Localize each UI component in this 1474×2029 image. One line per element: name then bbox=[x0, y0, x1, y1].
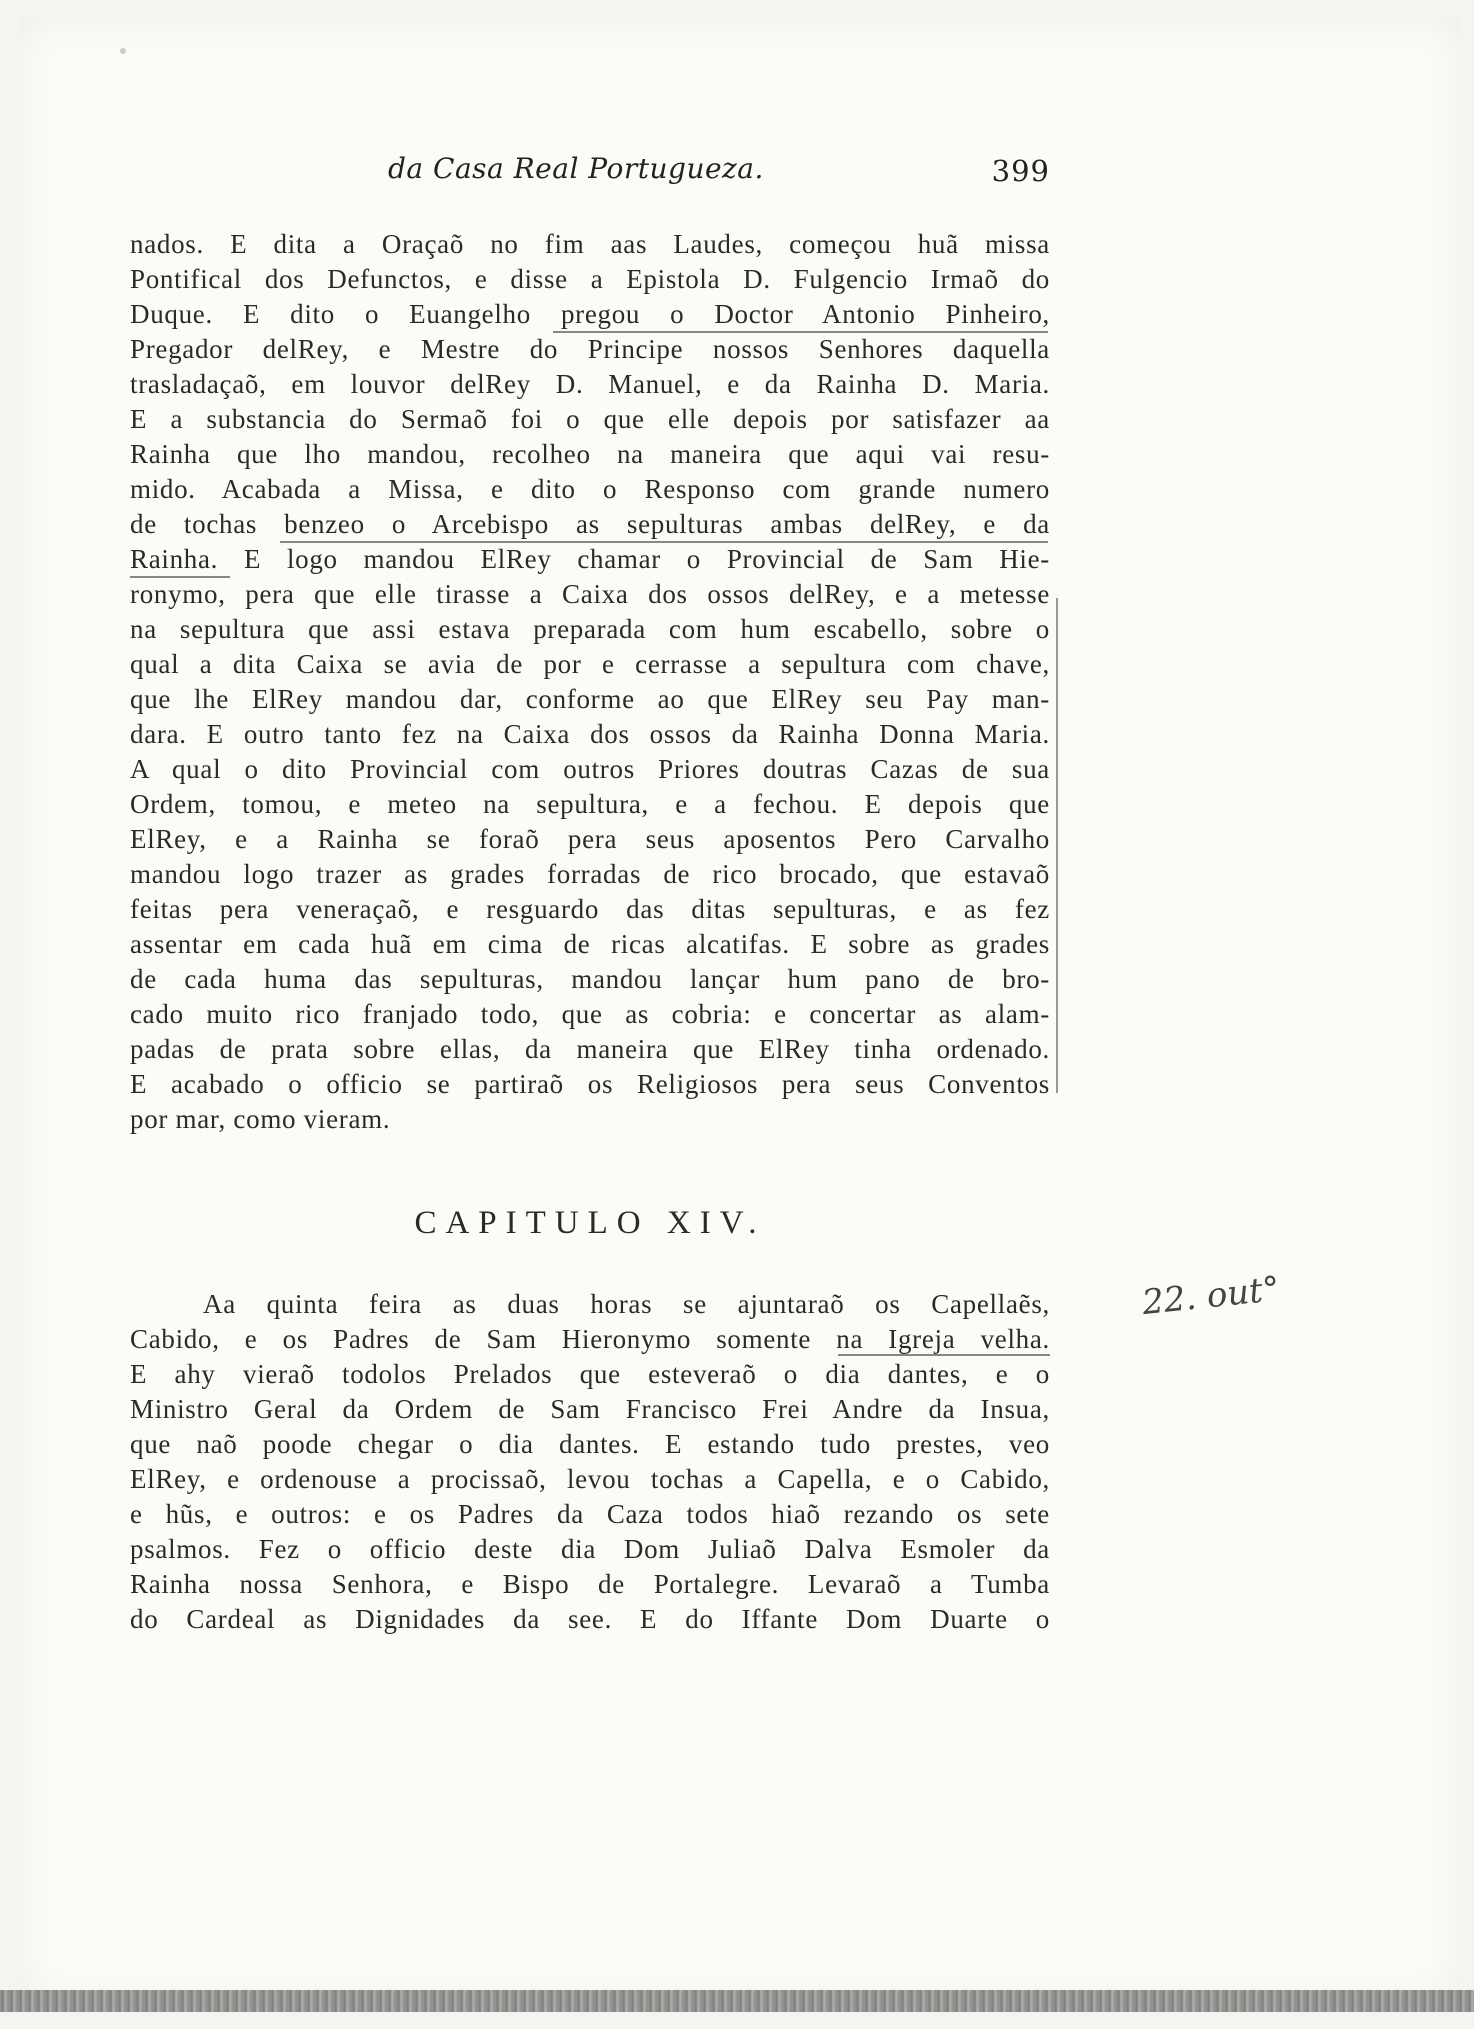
pencil-underline bbox=[553, 331, 1048, 333]
text-line: Rainha. E logo mandou ElRey chamar o Provincial de Sam Hie- bbox=[130, 544, 1050, 574]
text-line: mandou logo trazer as grades forradas de rico brocado, que estavaõ bbox=[130, 859, 1050, 889]
text-line: ElRey, e a Rainha se foraõ pera seus aposentos Pero Carvalho bbox=[130, 824, 1050, 854]
chapter-heading: CAPITULO XIV. bbox=[414, 1205, 766, 1241]
text-line: Pontifical dos Defunctos, e disse a Epistola D. Fulgencio Irmaõ do bbox=[130, 264, 1050, 294]
text-line: ElRey, e ordenouse a procissaõ, levou tochas a Capella, e o Cabido, bbox=[130, 1464, 1050, 1494]
text-line: na sepultura que assi estava preparada com hum escabello, sobre o bbox=[130, 614, 1050, 644]
handwritten-marginal-note: 22. out° bbox=[1140, 1268, 1282, 1324]
text-line: assentar em cada huã em cima de ricas alcatifas. E sobre as grades bbox=[130, 929, 1050, 959]
running-title: da Casa Real Portugueza. bbox=[388, 152, 764, 185]
text-line: mido. Acabada a Missa, e dito o Responso com grande numero bbox=[130, 474, 1050, 504]
pencil-underline bbox=[130, 576, 230, 578]
text-line: dara. E outro tanto fez na Caixa dos ossos da Rainha Donna Maria. bbox=[130, 719, 1050, 749]
text-line: cado muito rico franjado todo, que as cobria: e concertar as alam- bbox=[130, 999, 1050, 1029]
text-line: Ordem, tomou, e meteo na sepultura, e a fechou. E depois que bbox=[130, 789, 1050, 819]
text-line: de cada huma das sepulturas, mandou lançar hum pano de bro- bbox=[130, 964, 1050, 994]
text-line: por mar, como vieram. bbox=[130, 1104, 391, 1134]
pencil-underline bbox=[280, 541, 1048, 543]
paragraph-1 bbox=[130, 227, 1050, 1137]
text-line: E acabado o officio se partiraõ os Religiosos pera seus Conventos bbox=[130, 1069, 1050, 1099]
text-line: Duque. E dito o Euangelho pregou o Doctor Antonio Pinheiro, bbox=[130, 299, 1050, 329]
text-line: Cabido, e os Padres de Sam Hieronymo somente na Igreja velha. bbox=[130, 1324, 1050, 1354]
text-line: psalmos. Fez o officio deste dia Dom Juliaõ Dalva Esmoler da bbox=[130, 1534, 1050, 1564]
text-line: que naõ poode chegar o dia dantes. E estando tudo prestes, veo bbox=[130, 1429, 1050, 1459]
text-line: E ahy vieraõ todolos Prelados que esteveraõ o dia dantes, e o bbox=[130, 1359, 1050, 1389]
text-line: e hũs, e outros: e os Padres da Caza todos hiaõ rezando os sete bbox=[130, 1499, 1050, 1529]
text-line: padas de prata sobre ellas, da maneira que ElRey tinha ordenado. bbox=[130, 1034, 1050, 1064]
page-header bbox=[130, 152, 1050, 202]
text-line: qual a dita Caixa se avia de por e cerrasse a sepultura com chave, bbox=[130, 649, 1050, 679]
text-line: feitas pera veneraçaõ, e resguardo das ditas sepulturas, e as fez bbox=[130, 894, 1050, 924]
pencil-underline bbox=[838, 1354, 1050, 1356]
text-line: Ministro Geral da Ordem de Sam Francisco Frei Andre da Insua, bbox=[130, 1394, 1050, 1424]
text-line: nados. E dita a Oraçaõ no fim aas Laudes, começou huã missa bbox=[130, 229, 1050, 259]
scan-edge-strip bbox=[0, 1990, 1474, 2012]
text-line: Rainha que lho mandou, recolheo na maneira que aqui vai resu- bbox=[130, 439, 1050, 469]
text-line: ronymo, pera que elle tirasse a Caixa dos ossos delRey, e a metesse bbox=[130, 579, 1050, 609]
page-number: 399 bbox=[991, 154, 1050, 188]
paper-speck bbox=[120, 48, 126, 54]
text-line: Pregador delRey, e Mestre do Principe nossos Senhores daquella bbox=[130, 334, 1050, 364]
text-line: que lhe ElRey mandou dar, conforme ao que ElRey seu Pay man- bbox=[130, 684, 1050, 714]
margin-mark bbox=[1056, 598, 1058, 1093]
text-line: A qual o dito Provincial com outros Priores doutras Cazas de sua bbox=[130, 754, 1050, 784]
text-line: trasladaçaõ, em louvor delRey D. Manuel, e da Rainha D. Maria. bbox=[130, 369, 1050, 399]
paragraph-2 bbox=[130, 1287, 1050, 1637]
text-line: do Cardeal as Dignidades da see. E do Iffante Dom Duarte o bbox=[130, 1604, 1050, 1634]
text-line: Aa quinta feira as duas horas se ajuntaraõ os Capellaẽs, bbox=[203, 1289, 1050, 1319]
text-line: E a substancia do Sermaõ foi o que elle depois por satisfazer aa bbox=[130, 404, 1050, 434]
text-line: Rainha nossa Senhora, e Bispo de Portalegre. Levaraõ a Tumba bbox=[130, 1569, 1050, 1599]
text-line: de tochas benzeo o Arcebispo as sepulturas ambas delRey, e da bbox=[130, 509, 1050, 539]
